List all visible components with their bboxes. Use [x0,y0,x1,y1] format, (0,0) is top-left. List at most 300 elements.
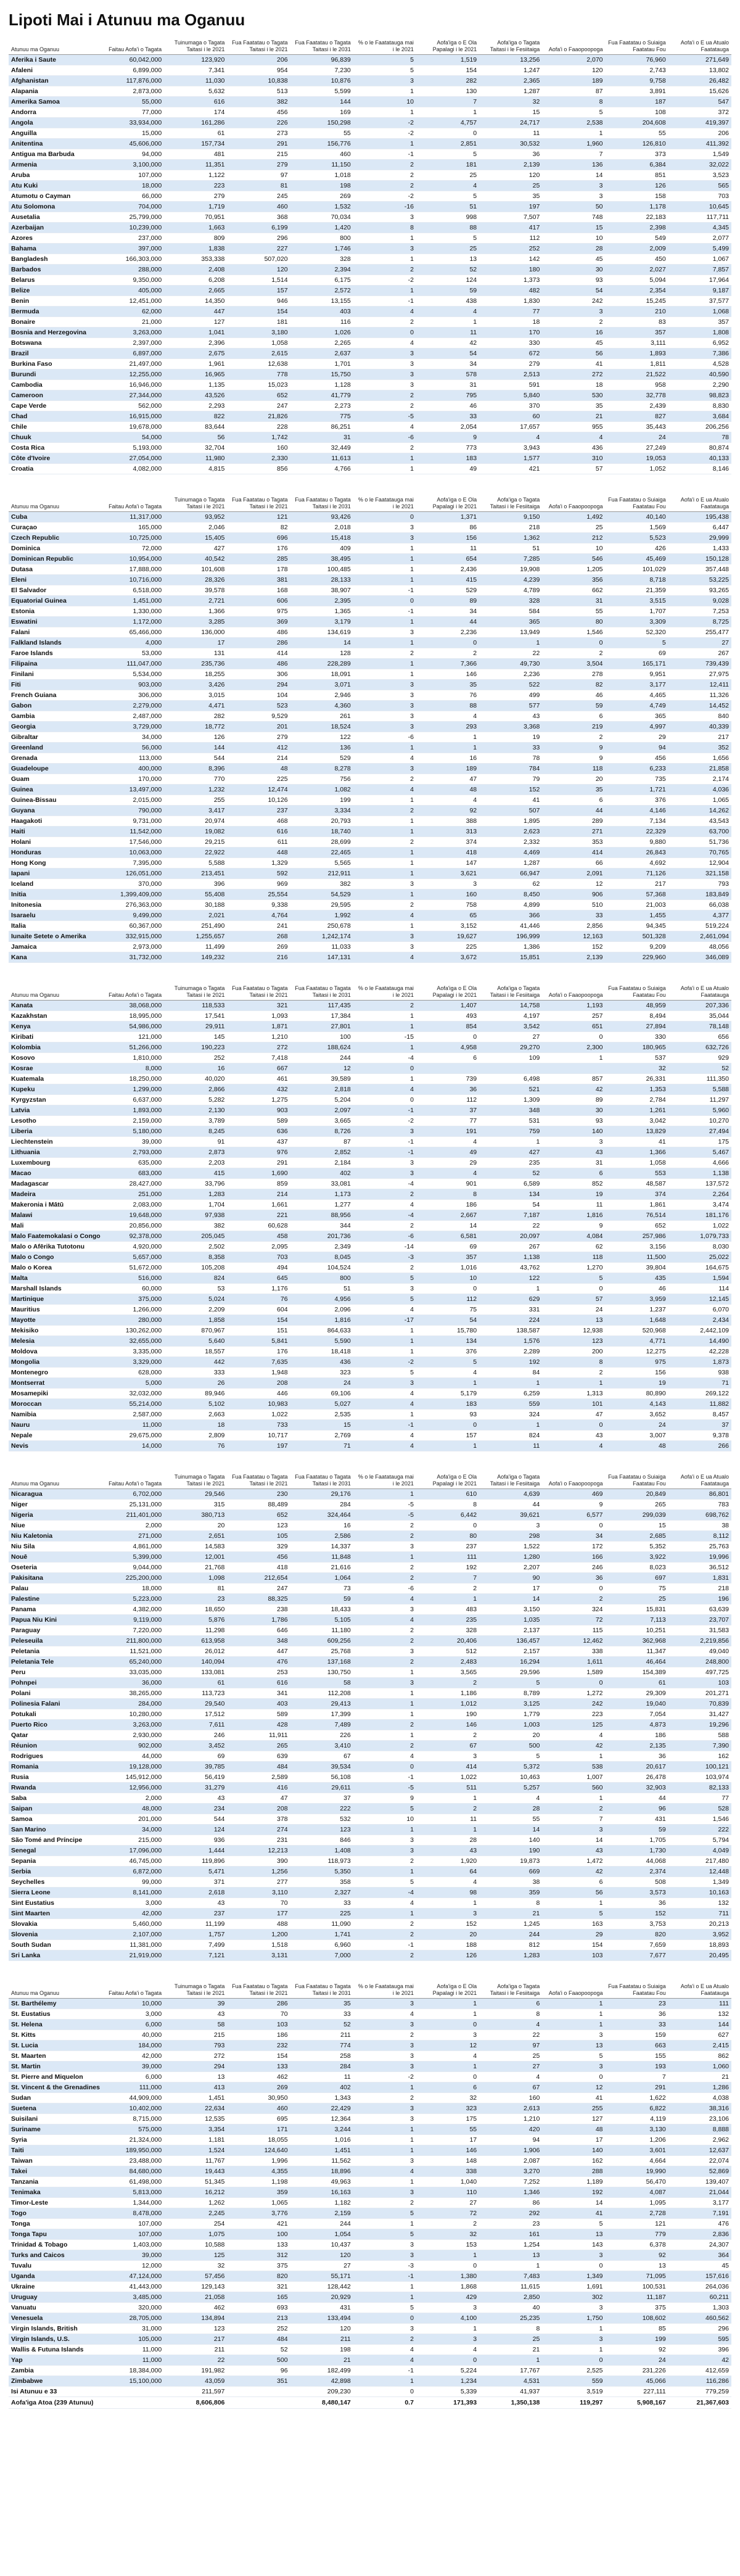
table-row[interactable] [9,890,731,900]
column-header[interactable]: Aofa'iga o E Ola Papalagi i le 2021 [416,493,479,512]
table-row[interactable] [9,2072,731,2083]
table-row[interactable] [9,1189,731,1200]
table-row[interactable] [9,275,731,286]
column-header[interactable]: Fua Faatatau o Suiaiga Faatatau Fou [606,1979,668,1999]
column-header[interactable]: Aofa'iga o Tagata Taitasi i le Fesiitaiga [479,36,542,55]
table-row[interactable] [9,2030,731,2041]
table-row[interactable] [9,1105,731,1116]
table-row[interactable] [9,1158,731,1168]
table-row[interactable] [9,753,731,764]
table-row[interactable] [9,2145,731,2156]
column-header[interactable]: Aofa'iga o Tagata Taitasi i le Fesiitaiga [479,1979,542,1999]
table-row[interactable] [9,55,731,65]
column-header[interactable]: Atunuu ma Oganuu [9,1470,101,1489]
table-row[interactable] [9,900,731,910]
table-row[interactable] [9,296,731,307]
column-header[interactable]: Faitau Aofa'i o Tagata [101,1470,164,1489]
column-header[interactable]: Fua Faatatau o Tagata Taitasi i le 2021 [227,493,290,512]
column-header[interactable]: Aofa'iga o Tagata Taitasi i le Fesiitaiga [479,1470,542,1489]
table-cell: 1 [479,1378,542,1389]
table-row[interactable] [9,65,731,76]
table-row[interactable] [9,732,731,743]
table-row[interactable] [9,202,731,212]
table-row[interactable] [9,1389,731,1399]
table-row[interactable] [9,1646,731,1657]
table-row[interactable] [9,2219,731,2229]
column-header[interactable]: Fua Faatatau o Suiaiga Faatatau Fou [606,493,668,512]
table-row[interactable] [9,2177,731,2187]
table-cell: 5 [416,191,479,202]
table-row[interactable] [9,1877,731,1888]
table-cell: 24 [606,2355,668,2366]
column-header[interactable]: Aofa'i o Faaopoopoga [542,493,605,512]
table-row[interactable] [9,1510,731,1521]
table-row[interactable] [9,128,731,139]
table-row[interactable] [9,76,731,86]
table-row[interactable] [9,1294,731,1305]
table-row[interactable] [9,942,731,952]
table-row[interactable] [9,2250,731,2261]
table-row[interactable] [9,858,731,869]
table-row[interactable] [9,1636,731,1646]
column-header[interactable]: Fua Faatatau o Tagata Taitasi i le 2021 [227,1470,290,1489]
table-row[interactable] [9,774,731,785]
table-row[interactable] [9,1940,731,1951]
table-row[interactable] [9,139,731,149]
table-row[interactable] [9,1667,731,1678]
table-row[interactable] [9,1032,731,1042]
table-row[interactable] [9,2062,731,2072]
table-row[interactable] [9,1273,731,1284]
column-header[interactable]: Fua Faatatau o Suiaiga Faatatau Fou [606,36,668,55]
table-row[interactable] [9,244,731,254]
table-row[interactable] [9,2156,731,2166]
table-row[interactable] [9,1410,731,1420]
column-header[interactable]: Aofa'i o Faaopoopoga [542,36,605,55]
table-row[interactable] [9,1615,731,1625]
table-row[interactable] [9,1022,731,1032]
table-row[interactable] [9,443,731,453]
table-cell: 611 [227,837,290,848]
table-row[interactable] [9,1657,731,1667]
table-row[interactable] [9,1126,731,1137]
table-row[interactable] [9,453,731,464]
table-row[interactable] [9,1053,731,1063]
table-row[interactable] [9,2229,731,2240]
table-row[interactable] [9,2366,731,2376]
table-row[interactable] [9,879,731,890]
table-row[interactable] [9,627,731,638]
table-row[interactable] [9,1594,731,1604]
table-row[interactable] [9,512,731,522]
table-row[interactable] [9,191,731,202]
table-row[interactable] [9,1252,731,1263]
table-row[interactable] [9,1720,731,1730]
table-cell: 225 [290,1909,353,1919]
table-row[interactable] [9,596,731,606]
table-cell: 8,450 [479,890,542,900]
table-row[interactable] [9,2093,731,2103]
table-row[interactable] [9,1730,731,1741]
table-cell: 4 [353,307,416,317]
table-row[interactable] [9,1625,731,1636]
column-header[interactable]: Fua Faatatau o Tagata Taitasi i le 2031 [290,36,353,55]
table-row[interactable] [9,1263,731,1273]
table-row[interactable] [9,795,731,806]
column-header[interactable]: Aofa'iga o E Ola Papalagi i le 2021 [416,1470,479,1489]
column-header[interactable]: Aofa'i o Faaopoopoga [542,1979,605,1999]
table-row[interactable] [9,722,731,732]
column-header[interactable]: Fua Faatatau o Tagata Taitasi i le 2031 [290,1979,353,1999]
table-row[interactable] [9,1772,731,1783]
table-row[interactable] [9,2114,731,2124]
column-header[interactable]: Faitau Aofa'i o Tagata [101,1979,164,1999]
column-header[interactable]: Fua Faatatau o Suiaiga Faatatau Fou [606,981,668,1001]
column-header[interactable]: Faitau Aofa'i o Tagata [101,36,164,55]
table-row[interactable] [9,1793,731,1804]
table-row[interactable] [9,543,731,554]
table-row[interactable] [9,1074,731,1084]
table-row[interactable] [9,1095,731,1105]
table-row[interactable] [9,317,731,328]
table-row[interactable] [9,2135,731,2145]
table-row[interactable] [9,1951,731,1961]
table-row[interactable] [9,606,731,617]
table-row[interactable] [9,1909,731,1919]
table-row[interactable] [9,680,731,690]
table-row[interactable] [9,1699,731,1709]
table-row[interactable] [9,1583,731,1594]
table-row[interactable] [9,286,731,296]
table-row[interactable] [9,1542,731,1552]
table-row[interactable] [9,1804,731,1814]
table-row[interactable] [9,181,731,191]
table-cell: 704,000 [101,202,164,212]
table-cell: 17,964 [668,275,731,286]
table-row[interactable] [9,170,731,181]
table-cell: 18,433 [290,1604,353,1615]
table-row[interactable] [9,1919,731,1930]
column-header[interactable]: Fua Faatatau o Tagata Taitasi i le 2021 [227,1979,290,1999]
table-row[interactable] [9,349,731,359]
table-row[interactable] [9,764,731,774]
table-cell: 5,813,000 [101,2187,164,2198]
table-row[interactable] [9,1930,731,1940]
table-row[interactable] [9,1835,731,1846]
table-row[interactable] [9,2083,731,2093]
table-cell: 98 [416,1888,479,1898]
table-row[interactable] [9,328,731,338]
table-row[interactable] [9,1500,731,1510]
column-header[interactable]: Aofa'iga o Tagata Taitasi i le Fesiitaiga [479,493,542,512]
table-row[interactable] [9,212,731,223]
table-row[interactable] [9,1116,731,1126]
table-row[interactable] [9,2376,731,2387]
table-row[interactable] [9,711,731,722]
table-row[interactable] [9,86,731,97]
table-row[interactable] [9,1762,731,1772]
table-row[interactable] [9,1741,731,1751]
table-row[interactable] [9,1867,731,1877]
table-row[interactable] [9,1888,731,1898]
table-row[interactable] [9,617,731,627]
column-header[interactable]: Atunuu ma Oganuu [9,981,101,1001]
table-row[interactable] [9,2292,731,2303]
table-row[interactable] [9,1688,731,1699]
table-row[interactable] [9,1751,731,1762]
table-row[interactable] [9,1399,731,1410]
table-cell: 19 [479,732,542,743]
table-row[interactable] [9,575,731,585]
table-row[interactable] [9,743,731,753]
column-header[interactable]: Fua Faatatau o Tagata Taitasi i le 2021 [227,981,290,1001]
table-row[interactable] [9,2208,731,2219]
table-cell: 595 [668,2334,731,2345]
table-row[interactable] [9,1168,731,1179]
table-row[interactable] [9,1147,731,1158]
table-row[interactable] [9,265,731,275]
column-header[interactable]: Aofa'i o E ua Atualo Faatatauga [668,493,731,512]
column-header[interactable]: Atunuu ma Oganuu [9,1979,101,1999]
column-header[interactable]: Fua Faatatau o Suiaiga Faatatau Fou [606,1470,668,1489]
table-row[interactable] [9,669,731,680]
table-row[interactable] [9,1420,731,1430]
table-row[interactable] [9,1042,731,1053]
table-row[interactable] [9,1137,731,1147]
table-row[interactable] [9,1441,731,1451]
column-header[interactable]: Atunuu ma Oganuu [9,36,101,55]
table-row[interactable] [9,2198,731,2208]
table-row[interactable] [9,2261,731,2271]
table-row[interactable] [9,1242,731,1252]
table-row[interactable] [9,1489,731,1500]
table-row[interactable] [9,554,731,564]
table-row[interactable] [9,401,731,411]
column-header[interactable]: Fua Faatatau o Tagata Taitasi i le 2031 [290,493,353,512]
table-row[interactable] [9,2345,731,2355]
table-row[interactable] [9,2387,731,2397]
table-row[interactable] [9,1678,731,1688]
table-row[interactable] [9,1368,731,1378]
table-row[interactable] [9,2282,731,2292]
column-header[interactable]: Aofa'iga o E Ola Papalagi i le 2021 [416,36,479,55]
table-row[interactable] [9,848,731,858]
column-header[interactable]: % o le Faatatauga mai i le 2021 [353,36,416,55]
table-row[interactable] [9,1063,731,1074]
table-row[interactable] [9,2020,731,2030]
table-cell: 403 [227,1699,290,1709]
table-row[interactable] [9,2240,731,2250]
table-row[interactable] [9,1336,731,1347]
column-header[interactable]: Aofa'i o E ua Atualo Faatatauga [668,1979,731,1999]
table-cell: 1 [542,1378,605,1389]
table-row[interactable] [9,464,731,474]
table-row[interactable] [9,1326,731,1336]
table-row[interactable] [9,701,731,711]
table-cell: 1,546 [542,627,605,638]
table-row[interactable] [9,952,731,963]
table-row[interactable] [9,827,731,837]
table-row[interactable] [9,533,731,543]
table-row[interactable] [9,564,731,575]
table-row[interactable] [9,648,731,659]
table-cell: 629 [479,1294,542,1305]
column-header[interactable]: Tuinumaga o Tagata Taitasi i le 2021 [164,493,227,512]
table-row[interactable] [9,1552,731,1563]
table-row[interactable] [9,2303,731,2313]
table-row[interactable] [9,2166,731,2177]
table-cell: 0 [353,1762,416,1772]
table-row[interactable] [9,160,731,170]
table-cell: 21,000 [101,317,164,328]
table-row[interactable] [9,233,731,244]
column-header[interactable]: Aofa'i o E ua Atualo Faatatauga [668,981,731,1001]
table-row[interactable] [9,1011,731,1022]
table-row[interactable] [9,1999,731,2009]
table-row[interactable] [9,1814,731,1825]
table-row[interactable] [9,1084,731,1095]
table-row[interactable] [9,785,731,795]
table-row[interactable] [9,307,731,317]
table-row[interactable] [9,1378,731,1389]
table-row[interactable] [9,1305,731,1315]
table-row[interactable] [9,432,731,443]
table-row[interactable] [9,1898,731,1909]
column-header[interactable]: Fua Faatatau o Tagata Taitasi i le 2021 [227,36,290,55]
country-name: Madeira [9,1189,101,1200]
column-header[interactable]: Faitau Aofa'i o Tagata [101,493,164,512]
table-cell: 3 [353,76,416,86]
table-row[interactable] [9,338,731,349]
table-row[interactable] [9,910,731,921]
column-header[interactable]: % o le Faatatauga mai i le 2021 [353,493,416,512]
table-cell: 0 [416,2261,479,2271]
table-row[interactable] [9,1210,731,1221]
table-cell: 152 [479,785,542,795]
column-header[interactable]: Aofa'iga o E Ola Papalagi i le 2021 [416,1979,479,1999]
column-header[interactable]: Tuinumaga o Tagata Taitasi i le 2021 [164,981,227,1001]
column-header[interactable]: Tuinumaga o Tagata Taitasi i le 2021 [164,1470,227,1489]
table-row[interactable] [9,369,731,380]
column-header[interactable]: Fua Faatatau o Tagata Taitasi i le 2031 [290,981,353,1001]
table-row[interactable] [9,1200,731,1210]
table-row[interactable] [9,1573,731,1583]
column-header[interactable]: Aofa'i o E ua Atualo Faatatauga [668,1470,731,1489]
table-row[interactable] [9,921,731,931]
table-cell: 1 [353,638,416,648]
column-header[interactable]: % o le Faatatauga mai i le 2021 [353,981,416,1001]
table-row[interactable] [9,2041,731,2051]
table-row[interactable] [9,522,731,533]
column-header[interactable]: Faitau Aofa'i o Tagata [101,981,164,1001]
column-header[interactable]: Atunuu ma Oganuu [9,493,101,512]
table-row[interactable] [9,1347,731,1357]
table-row[interactable] [9,1430,731,1441]
table-row[interactable] [9,2313,731,2324]
table-row[interactable] [9,2124,731,2135]
table-row[interactable] [9,1221,731,1231]
table-row[interactable] [9,223,731,233]
table-row[interactable] [9,1001,731,1011]
table-row[interactable] [9,1315,731,1326]
table-row[interactable] [9,816,731,827]
column-header[interactable]: Aofa'iga o E Ola Papalagi i le 2021 [416,981,479,1001]
table-cell: 2,513 [479,369,542,380]
table-row[interactable] [9,2103,731,2114]
table-row[interactable] [9,1604,731,1615]
table-row[interactable] [9,659,731,669]
table-row[interactable] [9,2355,731,2366]
table-row[interactable] [9,1825,731,1835]
table-row[interactable] [9,254,731,265]
table-row[interactable] [9,1531,731,1542]
table-row[interactable] [9,2334,731,2345]
table-cell: 2,667 [416,1210,479,1221]
table-row[interactable] [9,806,731,816]
table-row[interactable] [9,1846,731,1856]
table-row[interactable] [9,869,731,879]
table-cell: 2,289 [479,1347,542,1357]
table-row[interactable] [9,411,731,422]
table-cell: 2,651 [164,1531,227,1542]
column-header[interactable]: Fua Faatatau o Tagata Taitasi i le 2031 [290,1470,353,1489]
column-header[interactable]: Aofa'i o Faaopoopoga [542,981,605,1001]
table-row[interactable] [9,2271,731,2282]
table-row[interactable] [9,97,731,107]
table-row[interactable] [9,1856,731,1867]
table-cell: 1,420 [290,223,353,233]
table-row[interactable] [9,1179,731,1189]
table-row[interactable] [9,422,731,432]
table-row[interactable] [9,149,731,160]
table-row[interactable] [9,390,731,401]
table-cell: 39,000 [101,2062,164,2072]
column-header[interactable]: Aofa'i o Faaopoopoga [542,1470,605,1489]
table-row[interactable] [9,118,731,128]
column-header[interactable]: % o le Faatatauga mai i le 2021 [353,1470,416,1489]
table-row[interactable] [9,107,731,118]
table-row[interactable] [9,1521,731,1531]
column-header[interactable]: Aofa'i o E ua Atualo Faatatauga [668,36,731,55]
table-row[interactable] [9,1709,731,1720]
table-row[interactable] [9,585,731,596]
table-cell: 29,540 [164,1699,227,1709]
table-row[interactable] [9,638,731,648]
table-row[interactable] [9,380,731,390]
table-row[interactable] [9,837,731,848]
column-header[interactable]: Tuinumaga o Tagata Taitasi i le 2021 [164,1979,227,1999]
table-row[interactable] [9,2187,731,2198]
table-row[interactable] [9,1563,731,1573]
table-row[interactable] [9,2324,731,2334]
table-row[interactable] [9,1783,731,1793]
column-header[interactable]: Tuinumaga o Tagata Taitasi i le 2021 [164,36,227,55]
table-row[interactable] [9,2051,731,2062]
table-row[interactable] [9,1284,731,1294]
table-row[interactable] [9,359,731,369]
table-row[interactable] [9,690,731,701]
table-row[interactable] [9,1357,731,1368]
table-cell: 17 [542,2135,605,2145]
column-header[interactable]: % o le Faatatauga mai i le 2021 [353,1979,416,1999]
table-row[interactable] [9,2009,731,2020]
table-row[interactable] [9,1231,731,1242]
table-cell: 2,300 [542,1042,605,1053]
table-cell: 1 [416,2250,479,2261]
table-row[interactable] [9,931,731,942]
table-cell: 38,068,000 [101,1001,164,1011]
column-header[interactable]: Aofa'iga o Tagata Taitasi i le Fesiitaiga [479,981,542,1001]
